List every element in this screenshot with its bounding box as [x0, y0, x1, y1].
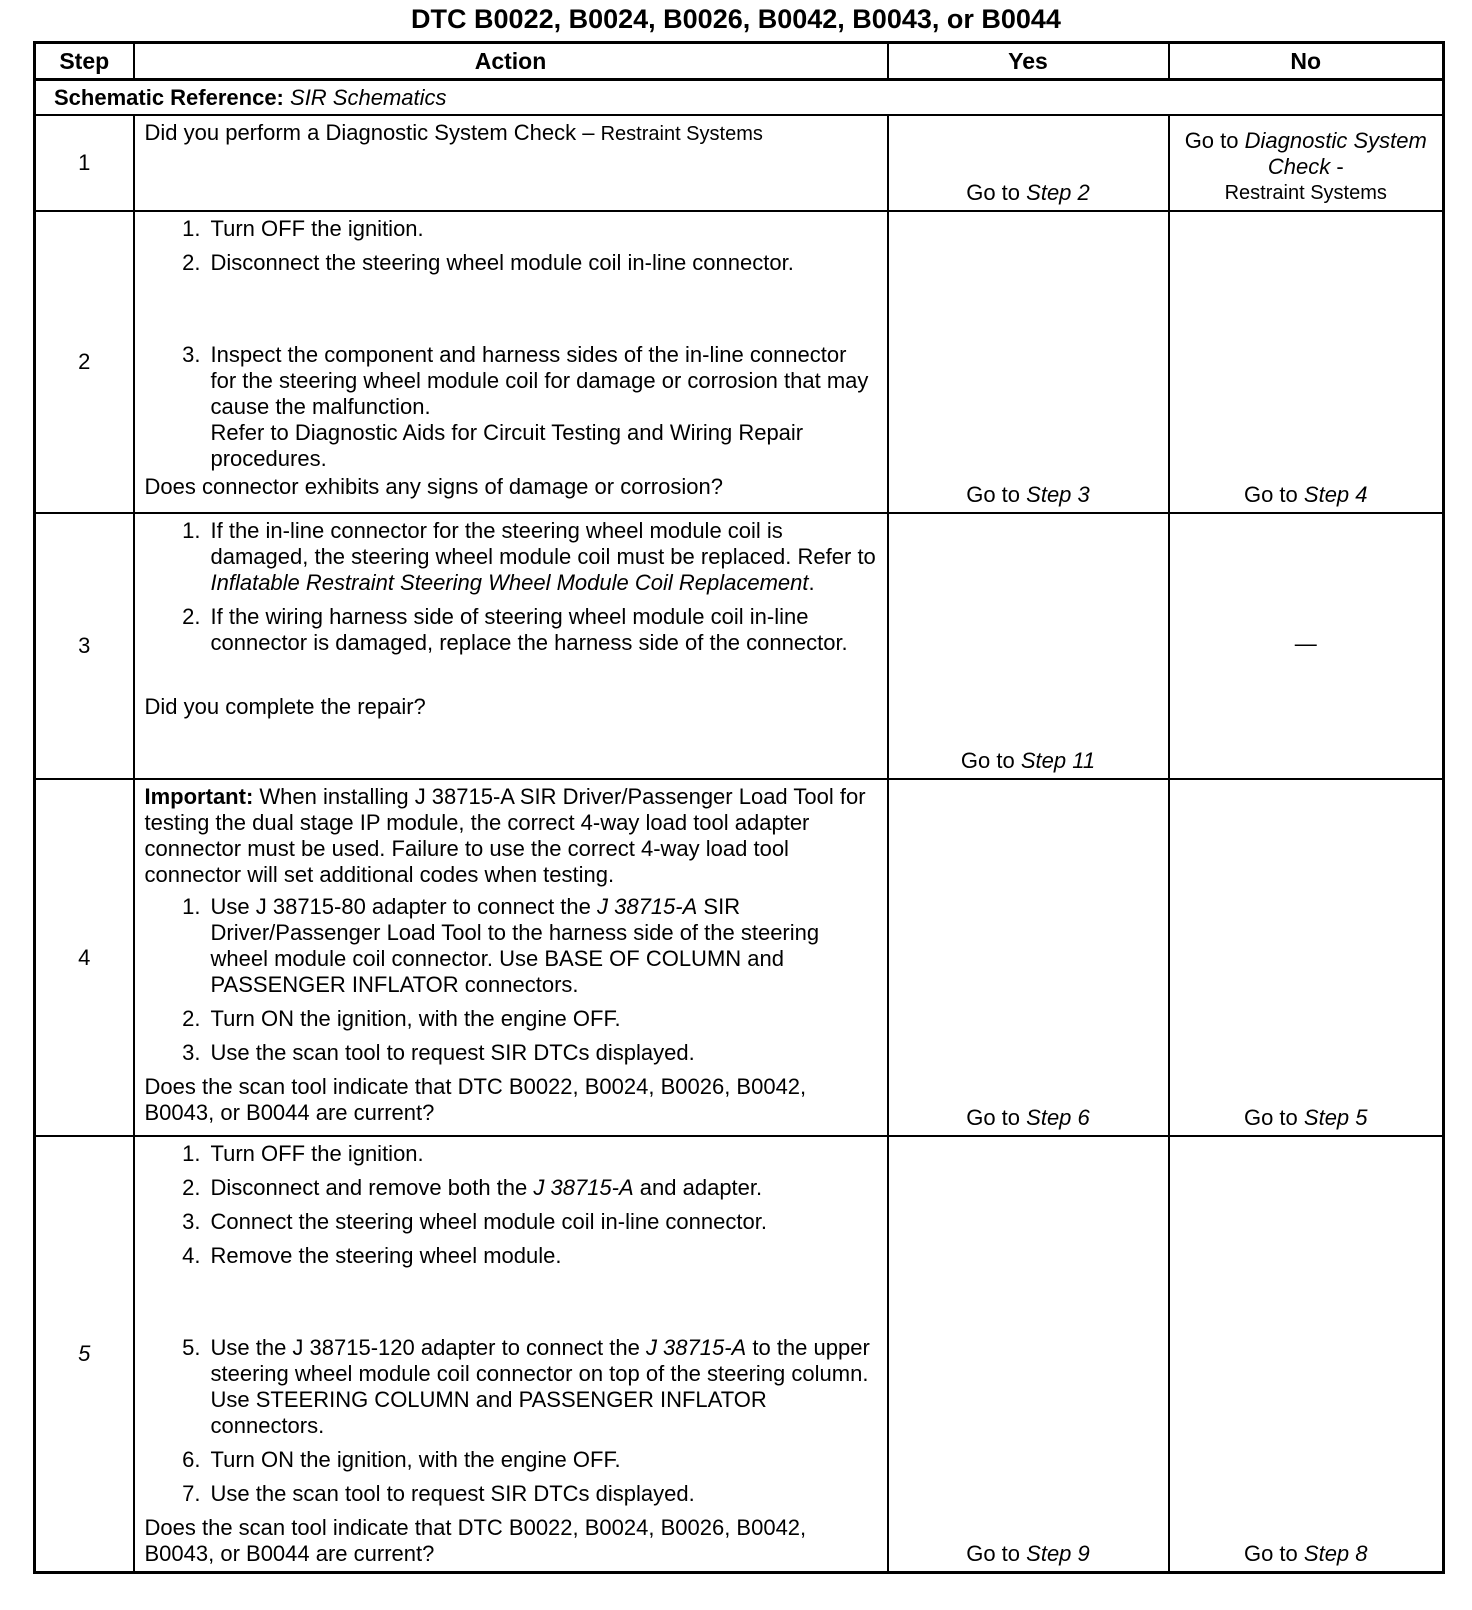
action-item: [145, 604, 877, 656]
action-question: Did you perform a Diagnostic System Check –: [144, 120, 595, 145]
no-cell: [1169, 513, 1444, 779]
action-item: [145, 1141, 877, 1167]
item-number: 6.: [182, 1447, 201, 1472]
yes-cell: [888, 115, 1169, 211]
no-dash: —: [1294, 631, 1317, 656]
item-text: Use the scan tool to request SIR DTCs displayed.: [210, 1481, 695, 1506]
schematic-reference-row: [35, 80, 1444, 116]
item-text: [211, 342, 877, 472]
action-cell: [134, 115, 888, 211]
action-item: [145, 1006, 877, 1032]
no-goto-prefix: Go to: [1243, 482, 1298, 507]
item-text: [211, 1175, 877, 1201]
action-item: [145, 518, 877, 596]
step-number: 3: [35, 513, 134, 779]
important-note: [145, 784, 877, 888]
action-question: Did you complete the repair?: [144, 694, 426, 719]
item-number: 1.: [182, 894, 201, 919]
item-number: 4.: [182, 1243, 201, 1268]
item-text: Turn ON the ignition, with the engine OFF.: [210, 1006, 621, 1031]
schematic-reference-link[interactable]: SIR Schematics: [290, 84, 447, 110]
yes-goto-link[interactable]: Step 3: [1026, 482, 1090, 507]
no-cell: [1169, 1136, 1444, 1573]
action-item: [145, 1175, 877, 1201]
yes-cell: [888, 1136, 1169, 1573]
tool-reference: J 38715-A: [597, 894, 698, 919]
action-item: [145, 1481, 877, 1507]
item-text-pre: Disconnect and remove both the: [210, 1175, 528, 1200]
item-number: 7.: [182, 1481, 201, 1506]
header-step: Step: [35, 43, 134, 80]
item-text-post: and adapter.: [639, 1175, 763, 1200]
item-text-pre: Use the J 38715-120 adapter to connect the: [210, 1335, 640, 1360]
yes-goto-prefix: Go to: [966, 180, 1021, 205]
header-no: No: [1169, 43, 1444, 80]
action-question: Does connector exhibits any signs of damage or corrosion?: [144, 474, 723, 499]
refer-link[interactable]: Inflatable Restraint Steering Wheel Module Coil Replacement: [210, 570, 809, 595]
action-cell: [134, 1136, 888, 1573]
action-cell: [134, 513, 888, 779]
item-number: 3.: [182, 1040, 201, 1065]
refer-suffix: .: [808, 570, 815, 595]
step-number: 2: [35, 211, 134, 513]
no-goto-link[interactable]: Step 4: [1303, 482, 1368, 507]
no-goto-prefix: Go to: [1184, 128, 1239, 153]
item-text: Turn OFF the ignition.: [210, 216, 424, 241]
yes-goto-link[interactable]: Step 9: [1026, 1541, 1090, 1566]
no-goto-prefix: Go to: [1243, 1541, 1298, 1566]
item-number: 2.: [182, 1006, 201, 1031]
item-note: Refer to Diagnostic Aids for Circuit Testing and Wiring Repair procedures.: [210, 420, 804, 471]
yes-goto-prefix: Go to: [966, 482, 1021, 507]
important-label: Important:: [144, 784, 254, 809]
no-goto-link[interactable]: Step 5: [1303, 1105, 1368, 1130]
yes-goto-link[interactable]: Step 2: [1026, 180, 1090, 205]
item-text: Disconnect the steering wheel module coil in-line connector.: [210, 250, 794, 275]
yes-goto-link[interactable]: Step 6: [1026, 1105, 1090, 1130]
action-item: [145, 1447, 877, 1473]
item-number: 1.: [182, 518, 201, 543]
table-row-step-3: [35, 513, 1444, 779]
item-text: [211, 1335, 877, 1439]
action-question: Does the scan tool indicate that DTC B0022, B0024, B0026, B0042, B0043, or B0044 are current?: [144, 1515, 807, 1566]
important-text: When installing J 38715-A SIR Driver/Passenger Load Tool for testing the dual stage IP module, the correct 4-way load tool adapter connector must be used. Failure to use the correct 4-way load tool connector will set additional codes when testing.: [144, 784, 866, 887]
item-number: 3.: [182, 1209, 201, 1234]
step-number: 4: [35, 779, 134, 1136]
item-text: If the wiring harness side of steering wheel module coil in-line connector is damaged, replace the harness side of the connector.: [210, 604, 848, 655]
action-item: [145, 250, 877, 276]
table-row-step-4: [35, 779, 1444, 1136]
yes-goto-prefix: Go to: [966, 1105, 1021, 1130]
no-goto-prefix: Go to: [1243, 1105, 1298, 1130]
action-item: [145, 1040, 877, 1066]
document-title: DTC B0022, B0024, B0026, B0042, B0043, or B0044: [411, 4, 1061, 34]
action-cell: [134, 779, 888, 1136]
item-number: 1.: [182, 216, 201, 241]
action-item: [145, 1209, 877, 1235]
item-main-text: If the in-line connector for the steering wheel module coil is damaged, the steering wheel module coil must be replaced.: [210, 518, 792, 569]
no-goto-link[interactable]: Step 8: [1303, 1541, 1368, 1566]
no-cell: [1169, 779, 1444, 1136]
item-text: [211, 518, 877, 596]
table-row-step-2: [35, 211, 1444, 513]
item-text: Remove the steering wheel module.: [210, 1243, 562, 1268]
item-text: Turn OFF the ignition.: [210, 1141, 424, 1166]
no-goto-suffix: -: [1336, 154, 1344, 179]
action-item: [145, 1335, 877, 1439]
schematic-reference-label: Schematic Reference:: [54, 84, 284, 110]
table-header-row: [35, 43, 1444, 80]
yes-goto-prefix: Go to: [960, 748, 1015, 773]
header-yes: Yes: [888, 43, 1169, 80]
yes-goto-link[interactable]: Step 11: [1020, 748, 1096, 773]
item-number: 2.: [182, 250, 201, 275]
yes-goto-prefix: Go to: [966, 1541, 1021, 1566]
item-text: Use the scan tool to request SIR DTCs displayed.: [210, 1040, 695, 1065]
item-number: 2.: [182, 1175, 201, 1200]
item-text: [211, 894, 877, 998]
no-goto-link[interactable]: Diagnostic System Check: [1244, 128, 1427, 179]
dtc-diagnostic-table: [33, 41, 1445, 1574]
action-item: [145, 216, 877, 242]
step-number: 5: [35, 1136, 134, 1573]
refer-prefix: Refer to: [797, 544, 876, 569]
item-number: 3.: [182, 342, 201, 367]
action-item: [145, 1243, 877, 1269]
step-number: 1: [35, 115, 134, 211]
header-action: Action: [134, 43, 888, 80]
table-row-step-5: [35, 1136, 1444, 1573]
action-item: [145, 342, 877, 472]
action-question-tail: Restraint Systems: [600, 123, 763, 145]
item-text-post: SIR Driver/Passenger Load Tool to the harness side of the steering wheel module coil connector. Use BASE OF COLUMN and PASSENGER INFLATOR connectors.: [210, 894, 820, 997]
item-number: 2.: [182, 604, 201, 629]
schematic-reference: [35, 80, 1444, 116]
table-row-step-1: [35, 115, 1444, 211]
item-text: Turn ON the ignition, with the engine OFF.: [210, 1447, 621, 1472]
no-goto-tail: Restraint Systems: [1224, 182, 1387, 204]
tool-reference: J 38715-A: [533, 1175, 634, 1200]
item-text: Connect the steering wheel module coil in-line connector.: [210, 1209, 767, 1234]
item-text-post: to the upper steering wheel module coil connector on top of the steering column. Use STEERING COLUMN and PASSENGER INFLATOR connectors.: [210, 1335, 870, 1438]
action-cell: [134, 211, 888, 513]
item-number: 5.: [182, 1335, 201, 1360]
item-number: 1.: [182, 1141, 201, 1166]
item-main-text: Inspect the component and harness sides of the in-line connector for the steering wheel module coil for damage or corrosion that may cause the malfunction.: [210, 342, 869, 419]
yes-cell: [888, 513, 1169, 779]
no-cell: [1169, 211, 1444, 513]
yes-cell: [888, 211, 1169, 513]
item-text-pre: Use J 38715-80 adapter to connect the: [210, 894, 591, 919]
tool-reference: J 38715-A: [645, 1335, 747, 1360]
no-cell: [1169, 115, 1444, 211]
action-item: [145, 894, 877, 998]
action-question: Does the scan tool indicate that DTC B0022, B0024, B0026, B0042, B0043, or B0044 are current?: [144, 1074, 807, 1125]
yes-cell: [888, 779, 1169, 1136]
